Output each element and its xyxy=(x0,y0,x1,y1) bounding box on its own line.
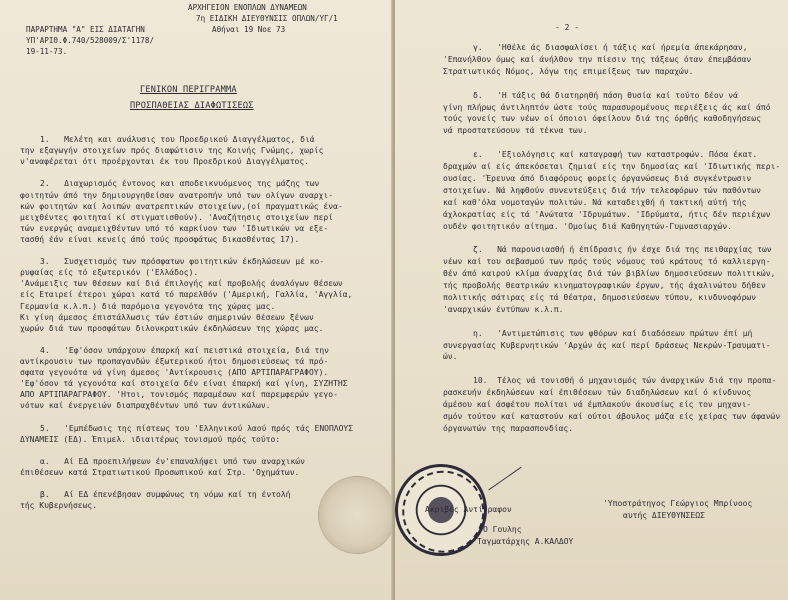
text-line: β. Αί ΕΔ έπενέβησαν συμφώνως τη νόμω καί τη έντολή xyxy=(40,490,291,500)
text-line: άμέσου καί άσφέτου πολίται νά έμπλακούν άκουσίως είς τον μηχανι- xyxy=(443,400,752,409)
text-line: σμόν τούτον καί καταστούν καί ούτοι άβουλος μάζα είς χείρας των άφανών xyxy=(443,411,781,421)
text-line: 'Εφ'όσον τά γεγονότα καί στοιχεία δέν είναι έπαρκή καί γίνη, ΣΥΖΗΤΗΣ xyxy=(20,379,348,389)
signatory-title: αυτής ΔΙΕΥΘΥΝΣΕΩΣ xyxy=(623,511,705,520)
text-line: στοιχείων. Νά ληφθούν συνεντεύξεις διά τήν τελεσφόρων τών παθόντων xyxy=(443,185,761,195)
text-line: ρασκευήν έκδηλώσεων καί έπιθέσεων τών διαδηλώσεων καί ό κίνδυνος xyxy=(443,388,752,398)
text-line: μειχθέντες φοιτηταί κί στιγματισθούν). 'Αναζήτησις στοιχείων περί xyxy=(20,212,334,222)
text-line: Γερμανία κ.λ.π.) διά παρόμοια γεγονότα της χώρας μας. xyxy=(20,301,276,311)
text-line: είς Εταιρεί έτεροι χώραι κατά τό παρελθόν ('Αμερική, Γαλλία, 'Αγγλία, xyxy=(20,290,353,300)
stamp-caption-2: Ό Γουλης xyxy=(483,525,522,534)
header-unit: ΑΡΧΗΓΕΙΟΝ ΕΝΟΠΛΩΝ ΔΥΝΑΜΕΩΝ xyxy=(188,3,307,12)
right-page xyxy=(395,0,788,600)
text-line: ουδέν φοιτητικόν αίτημα. 'Ομοίως διά Καθηγητών-Γυμνασιαρχών. xyxy=(443,221,732,231)
document-subtitle: ΠΡΟΣΠΑΘΕΙΑΣ ΔΙΑΦΩΤΙΣΕΩΣ xyxy=(130,101,254,111)
text-line: Κι γίνη άμεσος έπιστάλλωσις τών έστιών σημερινών θέσεων ξένων xyxy=(20,312,314,322)
text-line: 3. Συσχετισμός των πρόσφατων φοιτητικών έκδηλώσεων μέ κο- xyxy=(40,257,325,267)
text-line: 10. Τέλος νά τονισθή ό μηχανισμός τών άναρχικών διά την προπα- xyxy=(473,376,777,386)
text-line: ών. xyxy=(443,352,458,362)
text-line: ν'αναφέρεται ότι προέρχονται έκ του Προεδρικού Διαγγέλματος. xyxy=(20,157,309,167)
order-date: 19-11-73. xyxy=(26,47,68,56)
text-line: τών ενεργώς αναμειχθέντων υπό τό καρκίνον των 'Ιδιωτικών να εξε- xyxy=(20,223,329,233)
text-line: γίνη πλήρως άντιληπτόν ώστε τούς παρασυρομένους περιέξεις άς καί άπό xyxy=(443,102,771,112)
document-title: ΓΕΝΙΚΟΝ ΠΕΡΙΓΡΑΜΜΑ xyxy=(140,85,237,95)
text-line: νότων καί ένεργειών διαπραχθέντων υπό των άντικώλων. xyxy=(20,401,271,411)
text-line: όργανωτών της παρασπονδίας. xyxy=(443,423,574,433)
faded-seal-stamp xyxy=(318,476,393,554)
order-number: ΥΠ'ΑΡΙΘ.Φ.740/528009/Σ'1178/ xyxy=(26,36,155,45)
text-line: ΑΠΟ ΑΡΤΙΠΑΡΑΓΡΑΦΟΥ. 'Ητοι, τονισμός παραμέσων καί παρεμφερών γεγο- xyxy=(20,390,338,400)
stamp-caption-1: Ακριβές Αντίγραφον xyxy=(425,505,512,514)
text-line: χωρών διά των προσφάτων διλονκρατικών έκδηλώσεων της χώρας μας. xyxy=(20,323,324,333)
header-directorate: 7η ΕΙΔΙΚΗ ΔΙΕΥΘΥΝΣΙΣ ΟΠΛΩΝ/ΥΓ/1 xyxy=(196,14,338,23)
text-line: ε. 'Εξιολόγησις καί καταγραφή των καταστροφών. Πόσα έκατ. xyxy=(473,150,758,160)
text-line: 2. Διαχωρισμός έντονος και αποδεικνυόμενος της μάζης των xyxy=(40,179,320,189)
signatory-name: 'Υποστράτηγος Γεώργιος Μπρίνοος xyxy=(603,499,753,508)
text-line: δραχμών αί είς άπεκόσεται ζημιαί είς την δημοσίας καί 'Ιδιωτικής περι- xyxy=(443,162,781,171)
text-line: πολιτικής σάτιρας είς τά θέατρα, δημοσιεύσεων τύπου, κινδυνοφόρων xyxy=(443,292,757,302)
text-line: έπιθέσεων κατά Στρατιωτικού Προσωπικού καί Στρ. 'Οχημάτων. xyxy=(20,468,300,477)
text-line: ρυφαίας είς τό εξωτερικόν ('Ελλάδος). xyxy=(20,268,199,278)
text-line: νά προστατεύσουν τά τέκνα των. xyxy=(443,126,588,136)
text-line: φοιτητών άπό την δημιουργηθείσαν ανατροπήν υπό των ολίγων αναρχι- xyxy=(20,190,334,200)
header-date: Αθήναι 19 Νοε 73 xyxy=(212,25,286,34)
text-line: κών φοιτητών καί λοιπών ανατρεπτικών στοιχείων,(οί πραγματικώς ένα- xyxy=(20,201,343,211)
text-line: την εξαγωγήν στοιχείων πρός διαφώτισιν της Κοινής Γνώμης, χωρίς xyxy=(20,146,324,156)
text-line: νέων καί του σεβασμού των πρός τούς νόμους τού κράτους τό καλλιεργη- xyxy=(443,257,771,267)
text-line: θέν άπό καιρού κλίμα άναρχίας διά τών βιβλίων δημοσιεύσεων πολιτικών, xyxy=(443,269,776,279)
text-line: 'αναρχικών έντύπων κ.λ.π. xyxy=(443,304,564,314)
text-line: αντίκρουσιν των προπαγανδών έξωτερικού ήτοι δημοσιεύσεως τά πρό- xyxy=(20,357,329,366)
text-line: 1. Μελέτη και ανάλυσις του Προεδρικού Διαγγέλματος, διά xyxy=(40,135,315,144)
signature-stroke xyxy=(488,467,521,491)
text-line: 'Ανάμειξις των θέσεων καί διά έπιλογής καί προβολής άναλόγων θέσεων xyxy=(20,279,343,289)
text-line: α. Αί ΕΔ προεπιλήψεων έν'επαναλήψει υπό των αναρχικών xyxy=(40,456,305,466)
text-line: ουσίας. 'Έρευνα άπό διαφόρους φορείς όργανώσεως διά συγκέντρωσιν xyxy=(443,173,752,183)
text-line: τής προβολής θεατρικών κινηματογραφικών έργων, τής άχαλινώτου δήθεν xyxy=(443,281,766,290)
text-line: τασθή έάν είναι κενείς άπό τούς προσφάτως δικασθέντας 17). xyxy=(20,234,300,244)
text-line: 4. 'Εφ'όσον υπάρχουν έπαρκή καί πειστικά στοιχεία, διά την xyxy=(40,345,329,355)
text-line: συνεργασίας Κυβερνητικών 'Αρχών άς καί περί δράσεως Νεκρών-Τραυματι- xyxy=(443,340,771,350)
page-number: - 2 - xyxy=(555,23,580,32)
stamp-caption-3: Ταγματάρχης Α.ΚΑΛΔΟΥ xyxy=(477,537,574,546)
text-line: τούς γονείς των νέων οί όποιοι όφείλουν διά της όρθής καθοδηγήσεως xyxy=(443,114,761,124)
text-line: καί καθ'όλα νομοταγών πολιτών. Νά καταδειχθή ή τακτική αύτή τής xyxy=(443,197,747,207)
annex-reference: ΠΑΡΑΡΤΗΜΑ "Α" ΕΙΣ ΔΙΑΤΑΓΗΝ xyxy=(26,25,145,34)
text-line: η. 'Αντιμετώπισις των φθόρων καί διαδόσεων πρώτων έπί μή xyxy=(473,328,753,338)
left-page xyxy=(0,0,393,600)
text-line: ΔΥΝΑΜΕΙΣ (ΕΔ). Έπιμελ. ιδιαιτέρως τονισμού πρός τούτο: xyxy=(20,434,281,444)
text-line: δ. 'Η τάξις θά διατηρηθή πάση θυσία καί τούτο δέον νά xyxy=(473,90,738,100)
text-line: 5. 'Εμπέδωσις της πίστεως του 'Ελληνικού λαού πρός τάς ΕΝΟΠΛΟΥΣ xyxy=(40,423,354,433)
text-line: γ. 'Ηθέλε άς διασφαλίσει ή τάξις καί ήρεμία άπεκάρησαν, xyxy=(473,43,748,52)
text-line: άχλοκρατίας είς τά 'Ανώτατα 'Ιδρυμάτων. 'Ιδρύματα, ήτις δέν περιέχων xyxy=(443,209,771,219)
text-line: τής Κυβερνήσεως. xyxy=(20,501,98,511)
text-line: 'Επανήλθον όμως καί άνήλθον την πίεσιν της τάξεως όταν έπεμβάσαν xyxy=(443,54,752,64)
text-line: σφατα γεγονότα νά γίνη άμεσος 'Αντίκρουσις (ΑΠΟ ΑΡΤΙΠΑΡΑΓΡΑΦΟΥ). xyxy=(20,368,329,378)
text-line: ζ. Νά παρουσιασθή ή έπίδρασις ήν έσχε διά της πειθαρχίας των xyxy=(473,245,772,255)
text-line: Στρατιωτικός Νόμος, λόγω της επιμείξεως των παραχών. xyxy=(443,66,694,76)
